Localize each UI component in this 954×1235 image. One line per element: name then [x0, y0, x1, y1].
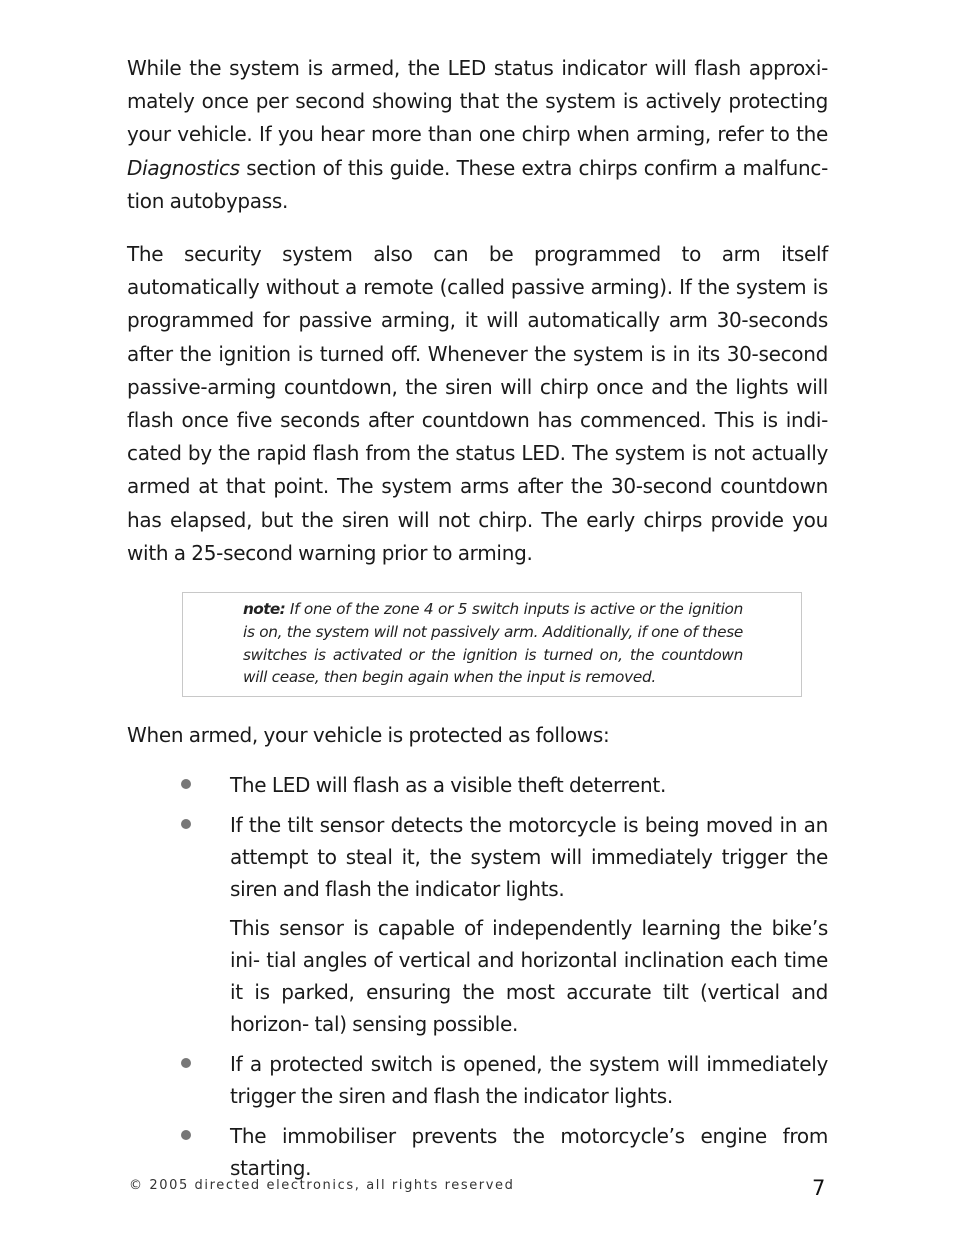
list-item-text: The LED will flash as a visible theft deterrent. [230, 773, 667, 798]
copyright-footer: © 2005 directed electronics, all rights reserved [129, 1178, 515, 1193]
paragraph-passive-arming [127, 238, 828, 570]
paragraph-text: section of this guide. These extra chirps confirm a malfunc- tion autobypass. [127, 155, 828, 213]
page-number: 7 [812, 1176, 826, 1200]
list-item-text: If the tilt sensor detects the motorcycle is being moved in an attempt to steal it, the system will immediately trigger the siren and flash the indicator lights. [230, 813, 828, 902]
note-box [182, 592, 802, 697]
paragraph-text: automatically without a remote (called passive arming). If the system is programmed for passive arming, it will automatically arm 30-seconds after the ignition is turned off. Whenever the system is in its 30-second passive-arming countdown, the siren will chirp once and the lights will flash once five seconds after countdown has commenced. This is indi- cated by the rapid flash from the status LED. The system is not actually armed at that point. The system arms after the 30-second countdown has elapsed, but the siren will not chirp. The early chirps provide you with a 25-second warning prior to arming. [127, 275, 828, 565]
paragraph-armed-status [127, 52, 828, 218]
bullet-icon [181, 819, 191, 829]
paragraph-first-line: The security system also can be programmed to arm itself [127, 242, 828, 267]
list-item-subtext: This sensor is capable of independently learning the bike’s ini- tial angles of vertical and horizontal inclination each time it is parked, ensuring the most accurate tilt (vertical and horizon- tal) sensing possible. [230, 916, 828, 1037]
paragraph-text: While the system is armed, the LED status indicator will flash approxi- mately once per second showing that the system is actively protecting your vehicle. If you hear more than one chirp when arming, refer to the [127, 56, 828, 147]
list-item [127, 769, 828, 801]
note-body: If one of the zone 4 or 5 switch inputs is active or the ignition is on, the system will not passively arm. Additionally, if one of these switches is activated or the ignition is turned on, the countdown will cease, then begin again when the input is removed. [243, 600, 743, 687]
bullet-icon [181, 779, 191, 789]
list-item [127, 1048, 828, 1112]
diagnostics-reference: Diagnostics [127, 155, 240, 180]
list-item-text: The immobiliser prevents the motorcycle’s engine from starting. [230, 1124, 828, 1181]
list-item [127, 809, 828, 1040]
bullet-icon [181, 1130, 191, 1140]
note-text [243, 598, 743, 689]
bullet-icon [181, 1058, 191, 1068]
list-item [127, 1120, 828, 1184]
protection-intro: When armed, your vehicle is protected as follows: [127, 723, 610, 748]
list-item-text: If a protected switch is opened, the system will immediately trigger the siren and flash the indicator lights. [230, 1052, 828, 1109]
document-page [127, 52, 828, 1192]
note-label: note: [243, 600, 286, 619]
protection-list [127, 769, 828, 1184]
